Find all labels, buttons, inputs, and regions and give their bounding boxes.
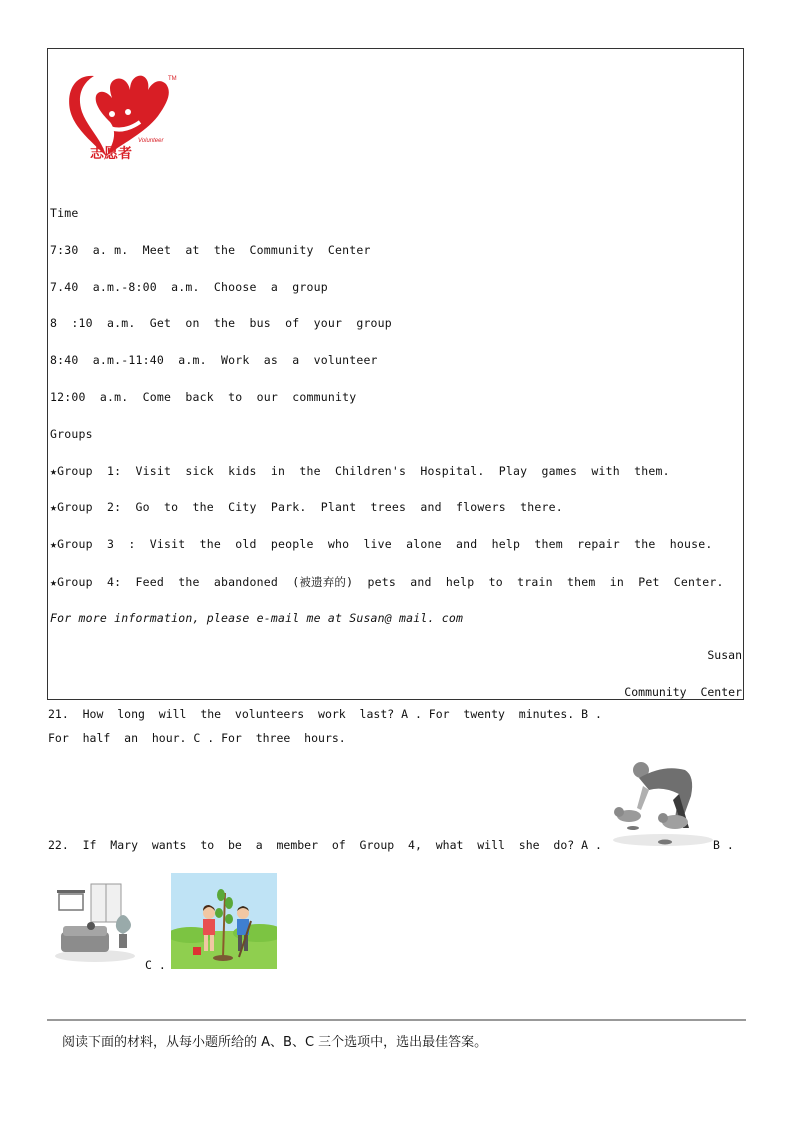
option-c-label: C . <box>145 958 166 972</box>
schedule-item: 7.40 a.m.-8:00 a.m. Choose a group <box>50 280 328 294</box>
instruction-text: 阅读下面的材料，从每小题所给的 A、B、C 三个选项中，选出最佳答案。 <box>62 1035 488 1050</box>
group-item: ★Group 1: Visit sick kids in the Children's Hospital. Play games with them. <box>50 464 670 478</box>
signature-name: Susan <box>707 648 742 662</box>
volunteer-label: Volunteer <box>138 138 164 144</box>
groups-heading: Groups <box>50 427 93 441</box>
feeding-cats-image <box>603 756 718 848</box>
signature-org: Community Center <box>624 685 742 699</box>
schedule-item: 12:00 a.m. Come back to our community <box>50 390 357 404</box>
volunteer-logo <box>62 70 182 162</box>
schedule-item: 7:30 a. m. Meet at the Community Center <box>50 243 371 257</box>
info-line: For more information, please e-mail me at Susan@ mail. com <box>50 611 464 625</box>
group-item: ★Group 2: Go to the City Park. Plant trees and flowers there. <box>50 500 563 514</box>
chinese-label: 志愿者 <box>90 146 132 162</box>
group-item: ★Group 4: Feed the abandoned (被遗弃的) pets and help to train them in Pet Center. <box>50 575 724 589</box>
planting-trees-image <box>171 873 277 969</box>
question-22-line: 22. If Mary wants to be a member of Group 4, what will she do? A . <box>48 838 602 852</box>
schedule-item: 8:40 a.m.-11:40 a.m. Work as a volunteer <box>50 353 378 367</box>
option-b-label: B . <box>713 838 734 852</box>
time-heading: Time <box>50 206 79 220</box>
schedule-item: 8 :10 a.m. Get on the bus of your group <box>50 316 392 330</box>
house-room-image <box>53 880 139 964</box>
question-21-line1: 21. How long will the volunteers work last? A . For twenty minutes. B . <box>48 707 602 721</box>
divider <box>47 1019 746 1021</box>
trademark-label: TM <box>168 76 177 82</box>
question-21-line2: For half an hour. C . For three hours. <box>48 731 346 745</box>
group-item: ★Group 3 : Visit the old people who live alone and help them repair the house. <box>50 537 713 551</box>
